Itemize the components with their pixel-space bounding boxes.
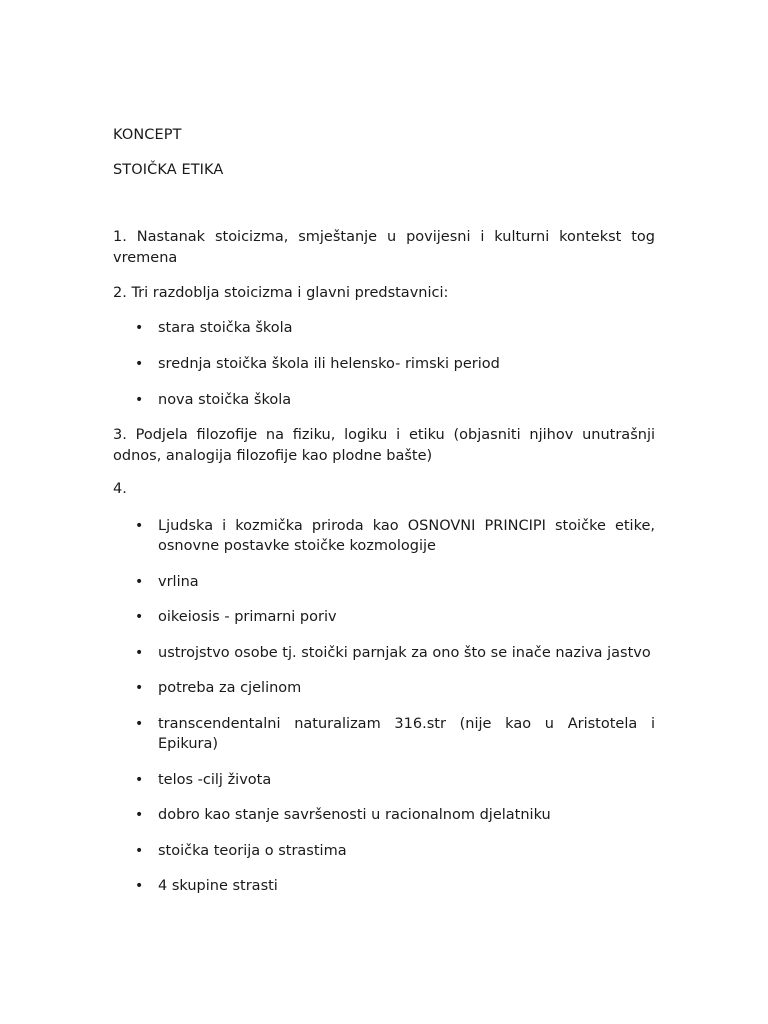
bullet-icon: • xyxy=(135,609,144,625)
list-item-text: stara stoička škola xyxy=(158,319,293,336)
section-1-paragraph: 1. Nastanak stoicizma, smještanje u povijesni i kulturni kontekst tog vremena xyxy=(113,229,655,266)
list-item-text: oikeiosis - primarni poriv xyxy=(158,609,337,625)
list-item xyxy=(113,390,655,411)
list-item xyxy=(113,607,655,628)
list-item xyxy=(113,318,655,339)
document-heading-koncept: KONCEPT xyxy=(113,127,182,143)
bullet-icon: • xyxy=(135,807,144,823)
bullet-icon: • xyxy=(135,644,144,661)
list-item xyxy=(113,572,655,593)
list-item-text: stoička teorija o strastima xyxy=(158,842,347,859)
list-item xyxy=(113,516,655,557)
list-item-text: ustrojstvo osobe tj. stoički parnjak za ono što se inače naziva jastvo xyxy=(158,644,651,661)
list-item-text: vrlina xyxy=(158,573,199,590)
section-2-paragraph: 2. Tri razdoblja stoicizma i glavni predstavnici: xyxy=(113,285,449,301)
list-item-text: potreba za cjelinom xyxy=(158,680,302,696)
document-page xyxy=(113,125,655,897)
bullet-icon: • xyxy=(135,771,144,788)
list-item xyxy=(113,876,655,897)
bullet-icon: • xyxy=(135,355,144,372)
bullet-icon: • xyxy=(135,842,144,859)
stoic-periods-list xyxy=(113,318,655,411)
list-item-text: Ljudska i kozmička priroda kao OSNOVNI PRINCIPI stoičke etike, osnovne postavke stoičke kozmologije xyxy=(158,517,655,554)
list-item xyxy=(113,770,655,791)
section-4-paragraph: 4. xyxy=(113,481,127,497)
section-3-paragraph: 3. Podjela filozofije na fiziku, logiku i etiku (objasniti njihov unutrašnji odnos, analogija filozofije kao plodne bašte) xyxy=(113,427,655,464)
list-item-text: 4 skupine strasti xyxy=(158,878,278,894)
bullet-icon: • xyxy=(135,573,144,590)
list-item xyxy=(113,805,655,826)
bullet-icon: • xyxy=(135,319,144,336)
list-item-text: nova stoička škola xyxy=(158,391,292,408)
list-item-text: dobro kao stanje savršenosti u racionalnom djelatniku xyxy=(158,807,551,823)
list-item-text: transcendentalni naturalizam 316.str (nije kao u Aristotela i Epikura) xyxy=(158,715,655,752)
bullet-icon: • xyxy=(135,878,144,894)
list-item xyxy=(113,643,655,664)
list-item-text: srednja stoička škola ili helensko- rimski period xyxy=(158,355,500,372)
list-item xyxy=(113,841,655,862)
list-item-text: telos -cilj života xyxy=(158,771,272,788)
bullet-icon: • xyxy=(135,391,144,408)
document-heading-title: STOIČKA ETIKA xyxy=(113,162,224,178)
bullet-icon: • xyxy=(135,715,144,732)
bullet-icon: • xyxy=(135,517,144,534)
list-item xyxy=(113,354,655,375)
ethics-topics-list xyxy=(113,516,655,897)
list-item xyxy=(113,714,655,755)
bullet-icon: • xyxy=(135,680,144,696)
list-item xyxy=(113,678,655,699)
